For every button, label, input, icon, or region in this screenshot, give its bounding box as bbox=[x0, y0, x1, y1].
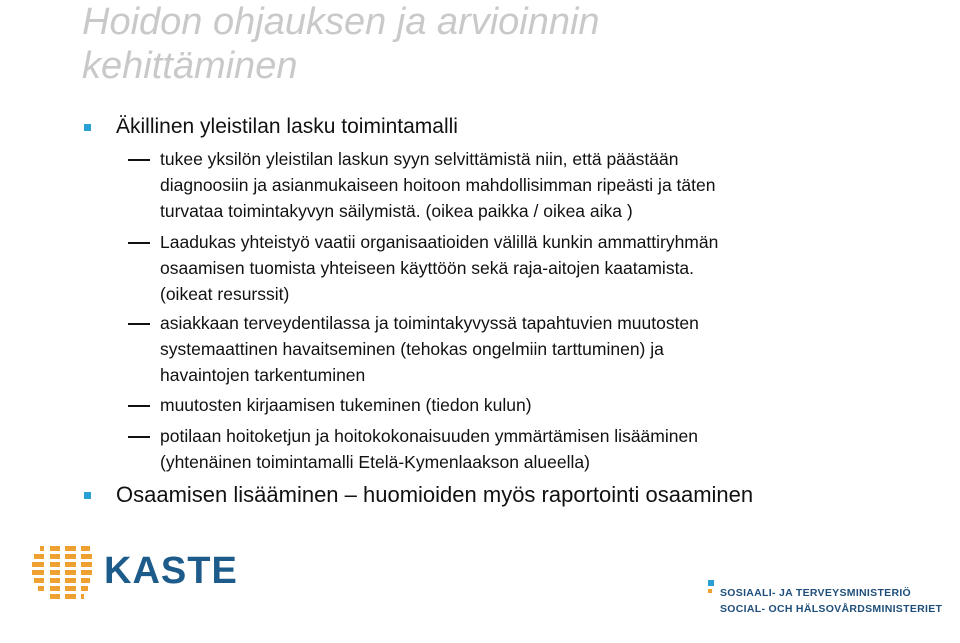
kaste-logo bbox=[30, 540, 238, 610]
sub-bullet-2 bbox=[160, 229, 880, 307]
dash-icon bbox=[128, 405, 150, 407]
dash-icon bbox=[128, 436, 150, 438]
sub-bullet-3-line-2: systemaattinen havaitseminen (tehokas ongelmiin tarttuminen) ja bbox=[160, 339, 664, 359]
ministry-dots-icon bbox=[700, 580, 716, 596]
kaste-wordmark: KASTE bbox=[104, 550, 238, 592]
sub-bullet-4-line-1: muutosten kirjaamisen tukeminen (tiedon kulun) bbox=[160, 395, 532, 415]
dash-icon bbox=[128, 323, 150, 325]
bullet-2-label: Osaamisen lisääminen – huomioiden myös raportointi osaaminen bbox=[116, 482, 754, 507]
dash-icon bbox=[128, 159, 150, 161]
sub-bullet-1 bbox=[160, 146, 880, 224]
sub-bullet-3-line-3: havaintojen tarkentuminen bbox=[160, 365, 366, 385]
sub-bullet-3 bbox=[160, 310, 880, 388]
sub-bullet-5-line-1: potilaan hoitoketjun ja hoitokokonaisuuden ymmärtämisen lisääminen bbox=[160, 426, 698, 446]
bullet-square-icon bbox=[84, 492, 91, 499]
ministry-name-fi: SOSIAALI- JA TERVEYSMINISTERIÖ bbox=[720, 587, 912, 599]
sub-bullet-2-line-3: (oikeat resurssit) bbox=[160, 284, 290, 304]
sub-bullet-1-line-3: turvataa toimintakyvyn säilymistä. (oikea paikka / oikea aika ) bbox=[160, 201, 633, 221]
sub-bullet-5-line-2: (yhtenäinen toimintamalli Etelä-Kymenlaakson alueella) bbox=[160, 452, 590, 472]
dash-icon bbox=[128, 242, 150, 244]
sub-bullet-2-line-2: osaamisen tuomista yhteiseen käyttöön sekä raja-aitojen kaatamista. bbox=[160, 258, 695, 278]
slide-title-line-1: Hoidon ohjauksen ja arvioinnin bbox=[82, 1, 600, 43]
slide-title-line-2: kehittäminen bbox=[82, 45, 298, 87]
sub-bullet-5 bbox=[160, 423, 880, 475]
bullet-1-label: Äkillinen yleistilan lasku toimintamalli bbox=[116, 115, 458, 138]
sub-bullet-4 bbox=[160, 392, 880, 418]
sub-bullet-3-line-1: asiakkaan terveydentilassa ja toimintakyvyssä tapahtuvien muutosten bbox=[160, 313, 699, 333]
kaste-logo-mark-icon bbox=[30, 540, 100, 604]
bullet-square-icon bbox=[84, 124, 91, 131]
sub-bullet-2-line-1: Laadukas yhteistyö vaatii organisaatioiden välillä kunkin ammattiryhmän bbox=[160, 232, 719, 252]
sub-bullet-1-line-1: tukee yksilön yleistilan laskun syyn selvittämistä niin, että päästään bbox=[160, 149, 679, 169]
slide-title bbox=[82, 0, 942, 88]
sub-bullet-1-line-2: diagnoosiin ja asianmukaiseen hoitoon mahdollisimman ripeästi ja täten bbox=[160, 175, 716, 195]
ministry-name-sv: SOCIAL- OCH HÄLSOVÅRDSMINISTERIET bbox=[720, 603, 943, 615]
